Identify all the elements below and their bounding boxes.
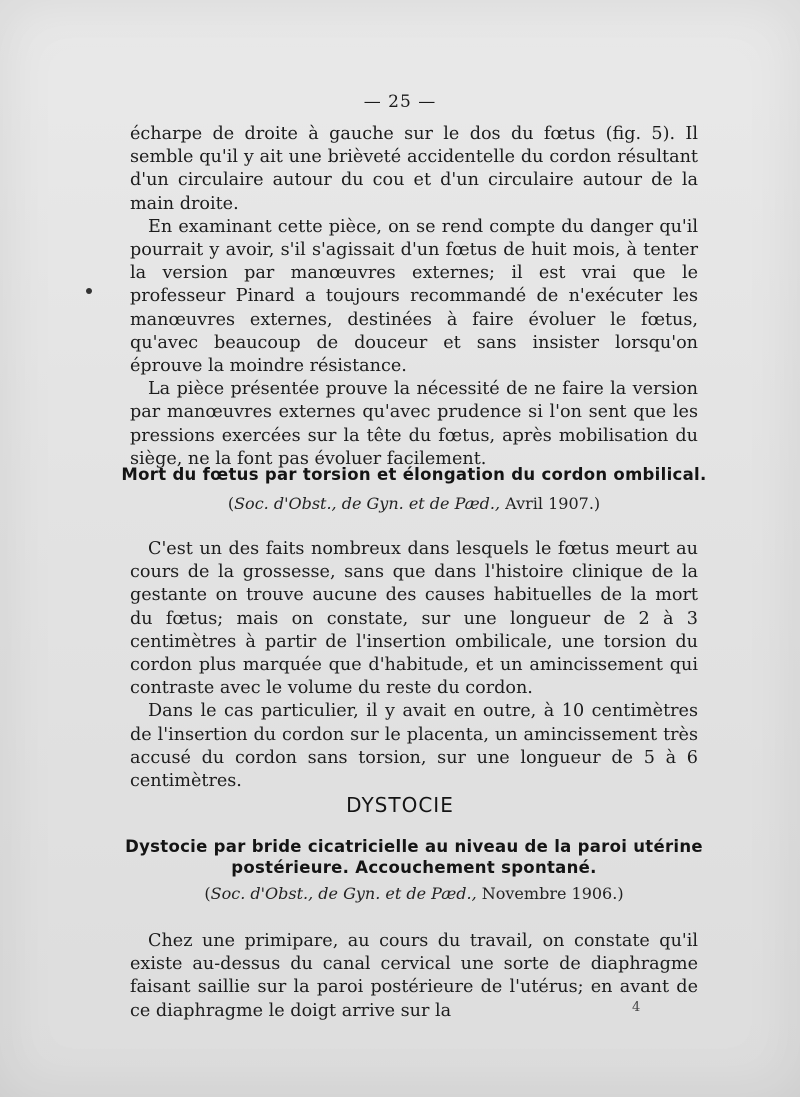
- source-society: Soc. d'Obst., de Gyn. et de Pæd.,: [210, 884, 477, 903]
- paragraph: Dans le cas particulier, il y avait en outre, à 10 centimètres de l'insertion du cordon sur le placenta, un amincissement très accusé du cordon sans torsion, sur une longueur de 5 à 6 centimètres.: [130, 701, 698, 792]
- source-open: (: [227, 494, 235, 513]
- source-date: Novembre 1906.): [476, 884, 624, 903]
- paragraph: Chez une primipare, au cours du travail, on constate qu'il existe au-dessus du canal cervical une sorte de diaphragme faisant saillie sur la paroi postérieure de l'utérus; en avant de ce diaphragme le doigt arrive sur la: [130, 931, 698, 1021]
- paragraph-continuation: écharpe de droite à gauche sur le dos du fœtus (fig. 5). Il semble qu'il y ait une brièveté accidentelle du cordon résultant d'un circulaire autour du cou et d'un circulaire autour de la main droite.: [130, 124, 698, 214]
- section-title-torsion: Mort du fœtus par torsion et élongation du cordon ombilical.: [121, 465, 707, 484]
- paragraph: La pièce présentée prouve la nécessité de ne faire la version par manœuvres externes qu'avec prudence si l'on sent que les pressions exercées sur la tête du fœtus, après mobilisation du siège, ne la font pas évoluer facilement.: [130, 379, 698, 469]
- chapter-title: DYSTOCIE: [346, 793, 454, 817]
- section-title-line: Dystocie par bride cicatricielle au niveau de la paroi utérine: [125, 837, 703, 856]
- top-text-block: [130, 123, 698, 471]
- section1-text-block: [130, 538, 698, 793]
- page-number: — 25 —: [363, 92, 437, 112]
- section-source-dystocie: [120, 884, 708, 903]
- source-date: Avril 1907.): [500, 494, 601, 513]
- section-title-line: postérieure. Accouchement spontané.: [231, 858, 597, 877]
- signature-mark: 4: [632, 1000, 641, 1015]
- paragraph: C'est un des faits nombreux dans lesquels le fœtus meurt au cours de la grossesse, sans que dans l'histoire clinique de la gestante on trouve aucune des causes habituelles de la mort du fœtus; mais on constate, sur une longueur de 2 à 3 centimètres à partir de l'insertion ombilicale, une torsion du cordon plus marquée que d'habitude, et un amincissement qui contraste avec le volume du reste du cordon.: [130, 539, 698, 699]
- section-source-torsion: [120, 494, 708, 513]
- section2-text-block: [130, 930, 698, 1023]
- source-society: Soc. d'Obst., de Gyn. et de Pæd.,: [234, 494, 501, 513]
- source-open: (: [204, 884, 211, 903]
- margin-dot: [86, 288, 92, 294]
- section-title-dystocie: [120, 836, 708, 878]
- paragraph: En examinant cette pièce, on se rend compte du danger qu'il pourrait y avoir, s'il s'agissait d'un fœtus de huit mois, à tenter la version par manœuvres externes; il est vrai que le professeur Pinard a toujours recommandé de n'exécuter les manœuvres externes, destinées à faire évoluer le fœtus, qu'avec beaucoup de douceur et sans insister lorsqu'on éprouve la moindre résistance.: [130, 216, 698, 377]
